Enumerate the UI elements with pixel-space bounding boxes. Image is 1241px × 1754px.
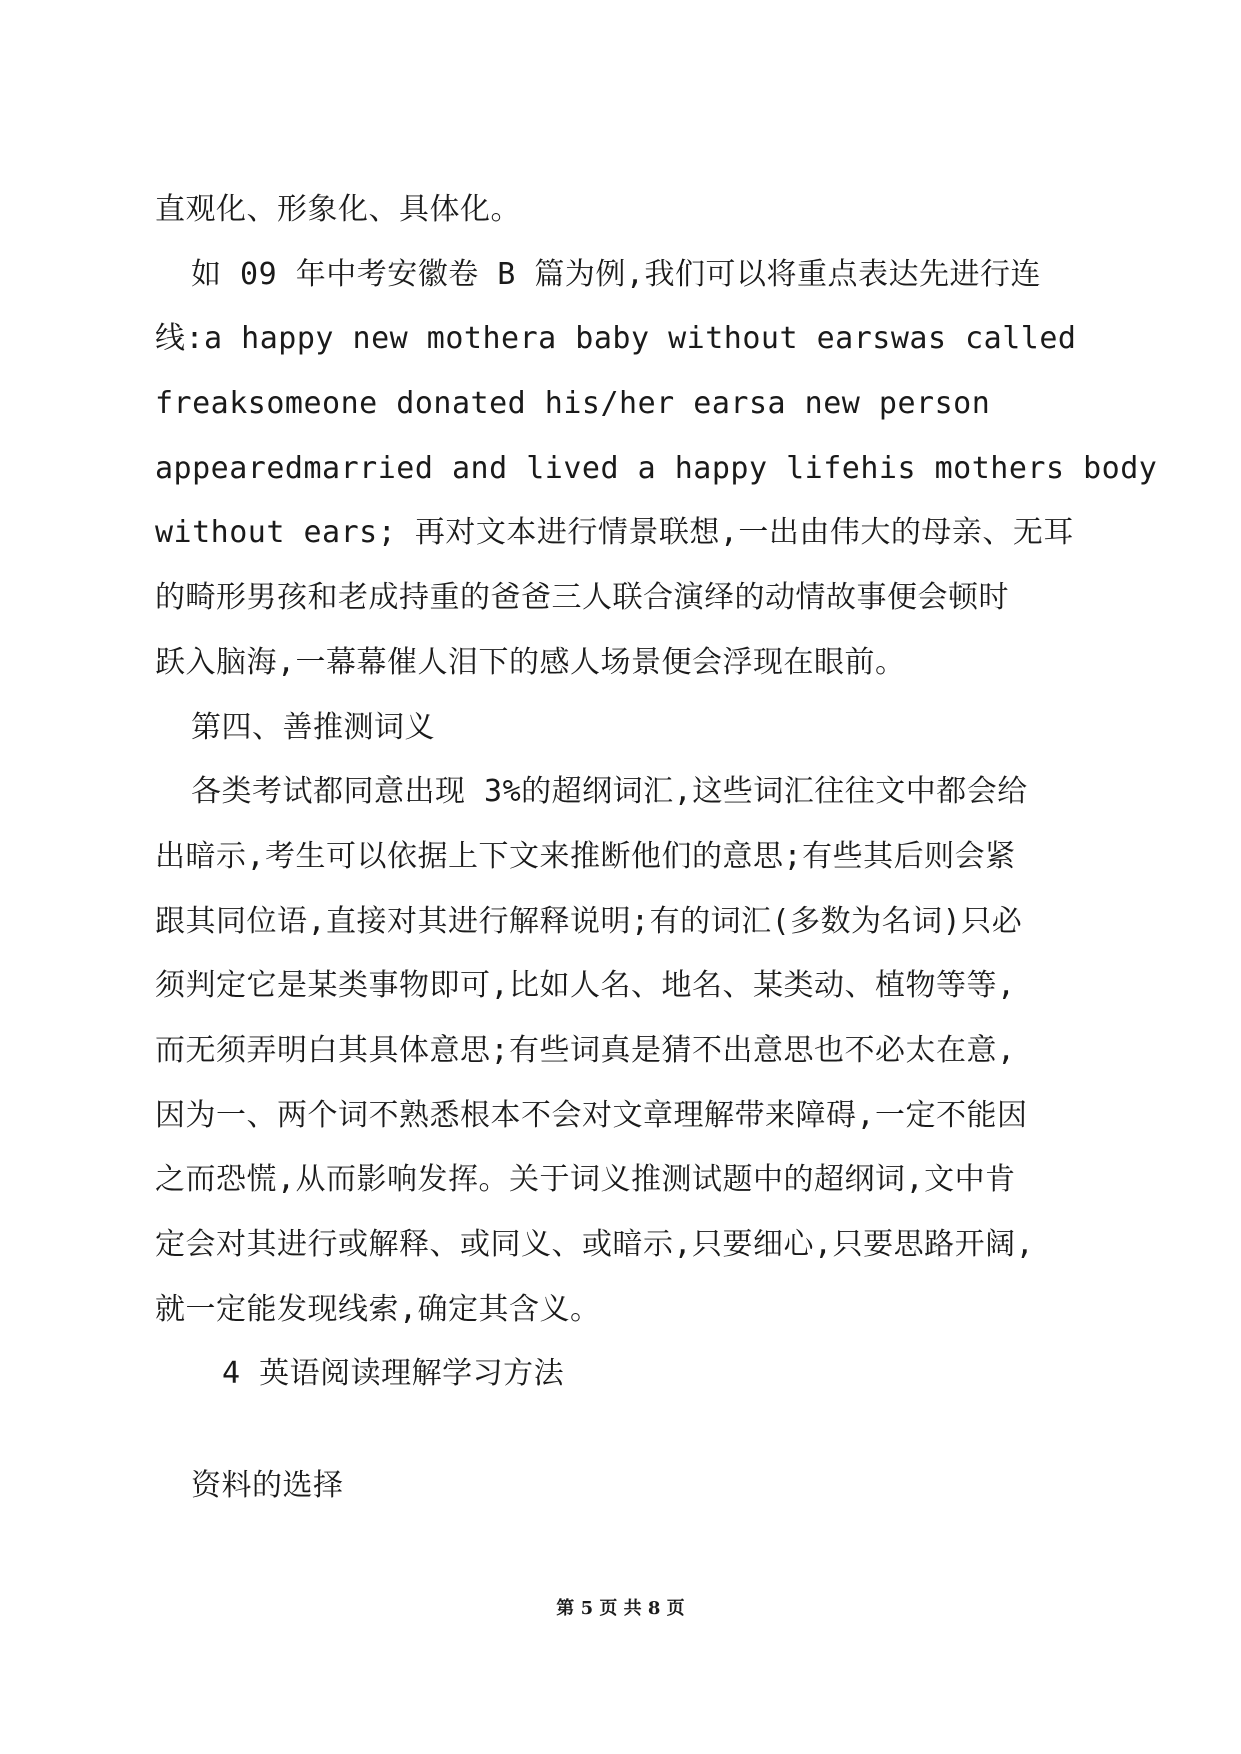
blank-space (155, 1407, 1085, 1454)
subsection-heading: 资料的选择 (191, 1468, 344, 1504)
text-line: 定会对其进行或解释、或同义、或暗示,只要细心,只要思路开阔, (155, 1227, 1035, 1262)
text-line: 就一定能发现线索,确定其含义。 (155, 1291, 601, 1327)
text-line: 跟其同位语,直接对其进行解释说明;有的词汇(多数为名词)只必 (155, 903, 1023, 939)
section-heading: 第四、善推测词义 (191, 709, 435, 745)
section-title: 4 英语阅读理解学习方法 (222, 1356, 565, 1392)
page-number-footer: 第 5 页 共 8 页 (556, 1598, 685, 1619)
text-line: 而无须弄明白其具体意思;有些词真是猜不出意思也不必太在意, (155, 1032, 1016, 1068)
text-line: freaksomeone donated his/her earsa new person (155, 386, 991, 422)
text-line: 出暗示,考生可以依据上下文来推断他们的意思;有些其后则会紧 (155, 838, 1016, 874)
text-line: 须判定它是某类事物即可,比如人名、地名、某类动、植物等等, (155, 968, 1016, 1004)
text-line: 跃入脑海,一幕幕催人泪下的感人场景便会浮现在眼前。 (155, 644, 906, 680)
text-line: 如 09 年中考安徽卷 B 篇为例,我们可以将重点表达先进行连 (191, 256, 1041, 292)
text-line: appearedmarried and lived a happy lifehis mothers body (155, 450, 1158, 486)
text-line: without ears; 再对文本进行情景联想,一出由伟大的母亲、无耳 (155, 515, 1074, 551)
text-line: 的畸形男孩和老成持重的爸爸三人联合演绎的动情故事便会顿时 (155, 580, 1009, 616)
text-line: 线:a happy new mothera baby without earswas called (155, 321, 1077, 357)
text-line: 因为一、两个词不熟悉根本不会对文章理解带来障碍,一定不能因 (155, 1097, 1028, 1133)
text-line: 直观化、形象化、具体化。 (155, 192, 521, 227)
text-line: 之而恐慌,从而影响发挥。关于词义推测试题中的超纲词,文中肯 (155, 1162, 1016, 1198)
text-line: 各类考试都同意出现 3%的超纲词汇,这些词汇往往文中都会给 (191, 774, 1028, 810)
document-body (155, 178, 1158, 1519)
